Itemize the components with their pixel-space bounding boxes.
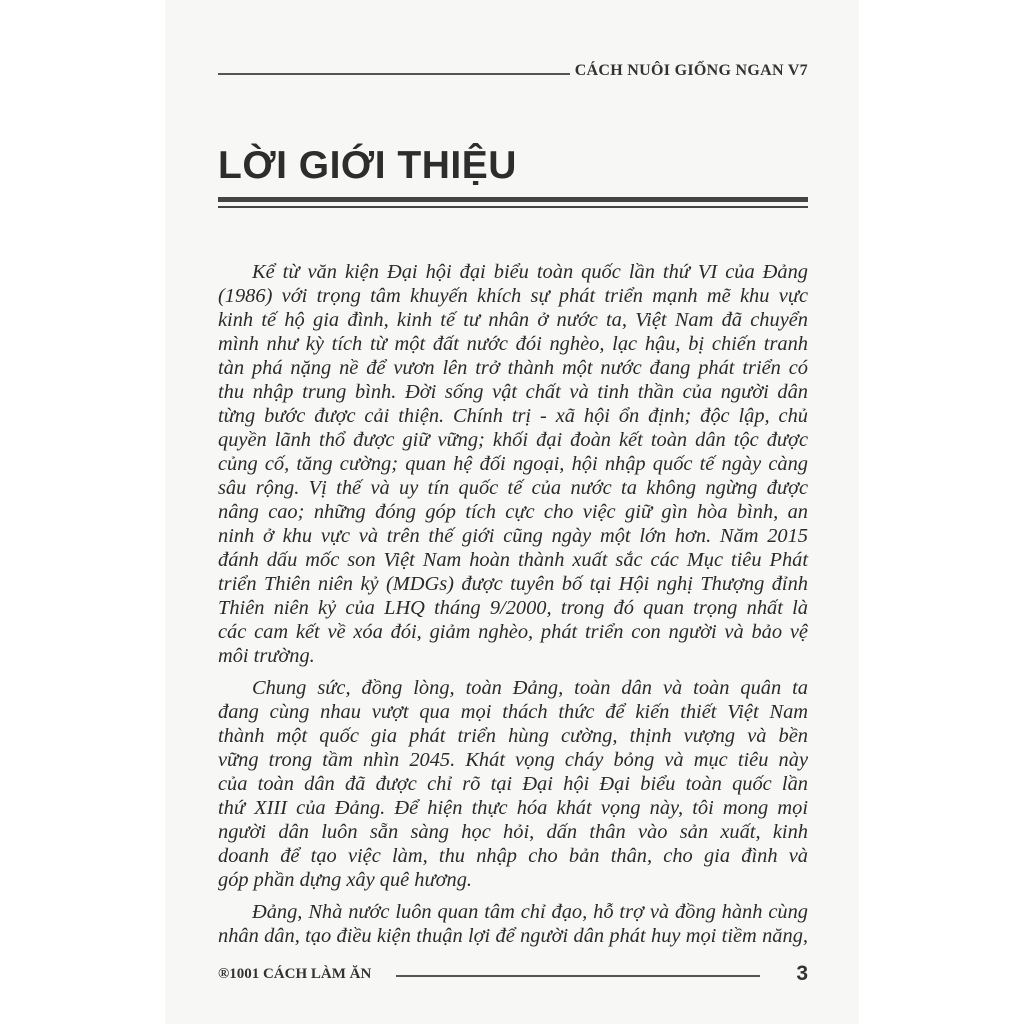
header-rule	[218, 73, 570, 75]
text-line: triển Thiên niên kỷ (MDGs) được tuyên bố tại Hội nghị Thượng đỉnh	[218, 573, 808, 595]
paragraph	[218, 676, 808, 892]
text-line: Thiên niên kỷ của LHQ tháng 9/2000, trong đó quan trọng nhất là	[218, 597, 808, 619]
running-header	[218, 62, 808, 86]
text-line: Đảng, Nhà nước luôn quan tâm chỉ đạo, hỗ trợ và đồng hành cùng	[252, 901, 808, 923]
text-line: góp phần dựng xây quê hương.	[218, 869, 472, 891]
text-line: doanh để tạo việc làm, thu nhập cho bản thân, cho gia đình và	[218, 845, 808, 867]
text-line: của toàn dân đã được chỉ rõ tại Đại hội Đại biểu toàn quốc lần	[218, 773, 808, 795]
text-line: đánh dấu mốc son Việt Nam hoàn thành xuất sắc các Mục tiêu Phát	[218, 549, 808, 571]
text-line: ninh ở khu vực và trên thế giới cũng ngày một lớn hơn. Năm 2015	[218, 525, 808, 547]
text-line: nâng cao; những đóng góp tích cực cho việc giữ gìn hòa bình, an	[218, 501, 808, 523]
text-line: nhân dân, tạo điều kiện thuận lợi để người dân phát huy mọi tiềm năng,	[218, 925, 808, 947]
page-footer	[218, 964, 808, 990]
text-line: (1986) với trọng tâm khuyến khích sự phát triển mạnh mẽ khu vực	[218, 285, 808, 307]
text-line: Kể từ văn kiện Đại hội đại biểu toàn quốc lần thứ VI của Đảng	[252, 261, 808, 283]
text-line: thành một quốc gia phát triển hùng cường, thịnh vượng và bền	[218, 725, 808, 747]
body-text	[218, 260, 808, 956]
page-number: 3	[796, 962, 808, 985]
paragraph	[218, 900, 808, 948]
text-line: mình như kỳ tích từ một đất nước đói nghèo, lạc hậu, bị chiến tranh	[218, 333, 808, 355]
text-line: vững trong tầm nhìn 2045. Khát vọng cháy bỏng và mục tiêu này	[218, 749, 808, 771]
text-line: Chung sức, đồng lòng, toàn Đảng, toàn dân và toàn quân ta	[252, 677, 808, 699]
text-line: thu nhập trung bình. Đời sống vật chất và tinh thần của người dân	[218, 381, 808, 403]
page-title: LỜI GIỚI THIỆU	[218, 144, 517, 187]
text-line: các cam kết về xóa đói, giảm nghèo, phát triển con người và bảo vệ	[218, 621, 808, 643]
text-line: kinh tế hộ gia đình, kinh tế tư nhân ở nước ta, Việt Nam đã chuyển	[218, 309, 808, 331]
text-line: quyền lãnh thổ được giữ vững; khối đại đoàn kết toàn dân tộc được	[218, 429, 808, 451]
text-line: môi trường.	[218, 645, 315, 667]
title-rule-thick	[218, 197, 808, 202]
running-title: CÁCH NUÔI GIỐNG NGAN V7	[574, 62, 808, 79]
paragraph	[218, 260, 808, 668]
book-page	[166, 0, 858, 1024]
series-name: ®1001 CÁCH LÀM ĂN	[218, 966, 372, 982]
text-line: người dân luôn sẵn sàng học hỏi, dấn thân vào sản xuất, kinh	[218, 821, 808, 843]
text-line: sâu rộng. Vị thế và uy tín quốc tế của nước ta không ngừng được	[218, 477, 808, 499]
text-line: thứ XIII của Đảng. Để hiện thực hóa khát vọng này, tôi mong mọi	[218, 797, 808, 819]
footer-rule	[396, 975, 760, 977]
title-rule-thin	[218, 206, 808, 208]
text-line: tàn phá nặng nề để vươn lên trở thành một nước đang phát triển có	[218, 357, 808, 379]
text-line: đang cùng nhau vượt qua mọi thách thức để kiến thiết Việt Nam	[218, 701, 808, 723]
text-line: từng bước được cải thiện. Chính trị - xã hội ổn định; độc lập, chủ	[218, 405, 808, 427]
text-line: củng cố, tăng cường; quan hệ đối ngoại, hội nhập quốc tế ngày càng	[218, 453, 808, 475]
